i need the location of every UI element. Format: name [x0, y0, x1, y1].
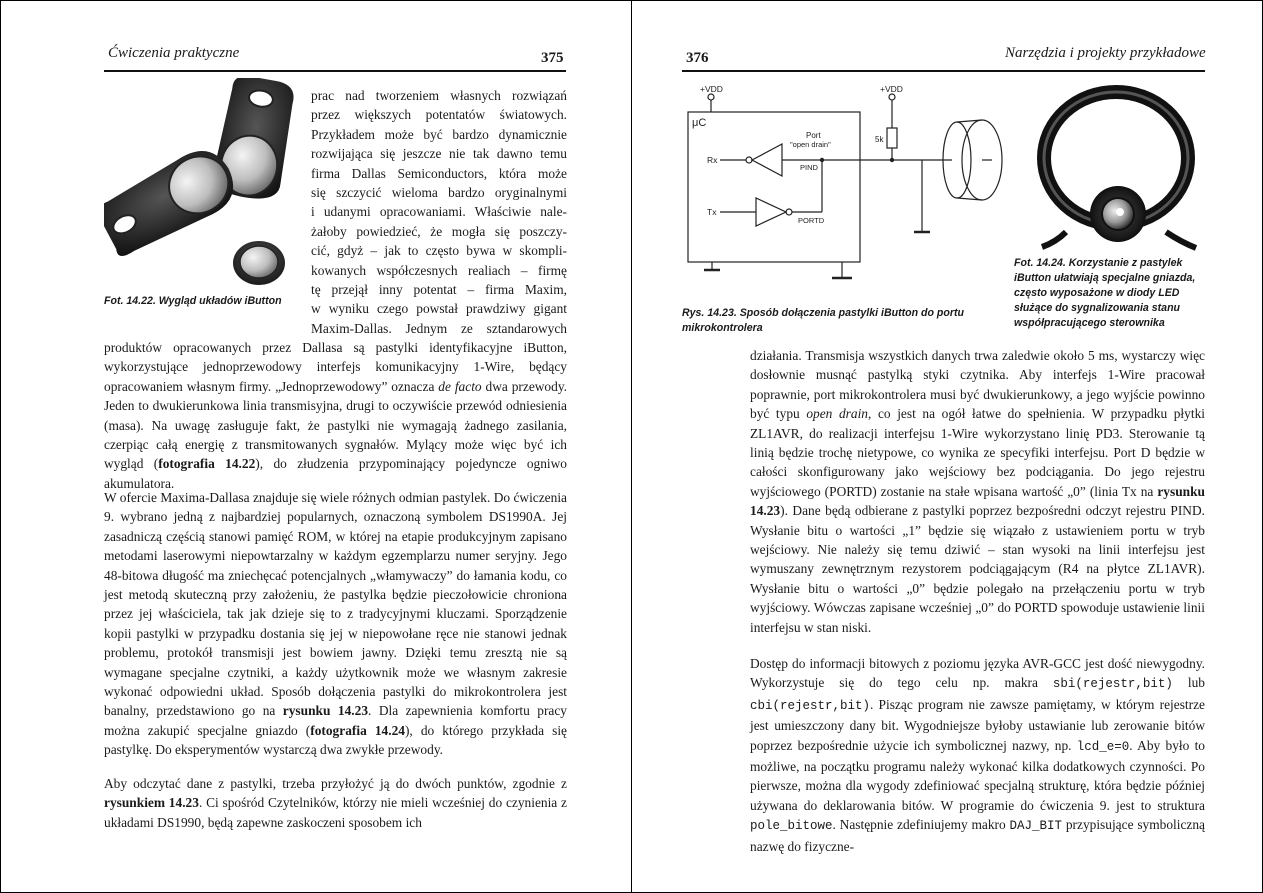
figure-reference: rysunku 14.23 [282, 703, 369, 719]
right-page-number: 376 [686, 50, 709, 66]
left-header-rule [104, 70, 566, 72]
text-run: lub [1172, 675, 1205, 691]
intro-line: kowanych współczesnych realiach – firmę [311, 262, 567, 278]
left-intro-lines [311, 86, 567, 338]
intro-line: Przykładem może być bardzo dynamicznie [311, 126, 567, 142]
intro-line: tę przejął inny potentat – firma Maxim, [311, 282, 567, 298]
intro-line: Maxim-Dallas. Jednym ze sztandarowych [311, 320, 567, 336]
open-drain-label: "open drain" [790, 140, 831, 149]
text-run: , co jest na ogół łatwe do spełnienia. W przypadku płytki ZL1AVR, do realizacji interfejsu 1-Wire wykorzystano linię PD3. Sterowanie tą linią będzie trochę nietypowe, co wynika ze specyfiki interfejsu. Port D będzie w całości skonfigurowany jako wejściowy bez podciągania. Do jego rejestru wyjściowego (PORTD) zostanie na stałe wpisana wartość „0” (linia Tx na [750, 406, 1205, 499]
code-snippet: sbi(rejestr,bit) [1052, 677, 1173, 692]
right-header-rule [682, 70, 1205, 72]
text-run: Dostęp do informacji bitowych z poziomu języka AVR-GCC jest dość niewygodny. Wykorzystuje się do tego celu np. makra [750, 656, 1205, 691]
intro-line: prac nad tworzeniem własnych rozwiązań [311, 88, 567, 103]
text-run: . Następnie zdefiniujemy makro [832, 817, 1010, 833]
code-snippet: lcd_e=0 [1076, 739, 1130, 754]
resistor-label: 5k [875, 135, 884, 144]
left-paragraph-3 [104, 774, 567, 832]
port-label: Port [806, 131, 821, 140]
text-run: ). Dane będą odbierane z pastylki poprzez bezpośredni odczyt rejestru PIND. Wysłanie bitu o wartości „1” będzie się wiązało z ustawieniem portu w tryb wejściowy. Nie należy się temu dziwić – stan wysoki na linii interfejsu jest wymuszany zewnętrznym rezystorem podciągającym (R4 na płytce ZL1AVR). Wysłanie bitu o wartości „0” będzie polegało na przełączeniu portu w tryb wyjściowy. Wówczas zapisane wcześniej „0” do PORTD spowoduje ustawienie linii interfejsu w stan niski. [750, 503, 1205, 635]
code-snippet: pole_bitowe [750, 819, 833, 834]
text-run: . Pisząc program nie zawsze pamiętamy, w którym rejestrze jest umieszczony dany bit. Wygodniejsze byłoby ustawianie lub zerowanie bitów poprzez bezpośrednie użycie ich symbolicznej nazwy, np. [750, 696, 1205, 753]
intro-line: w wyniku czego powstał prawdziwy gigant [311, 301, 567, 317]
intro-line: przez większych potentatów światowych. [311, 107, 567, 123]
schematic-caption: Rys. 14.23. Sposób dołączenia pastylki iButton do portu mikrokontrolera [682, 307, 964, 334]
ibutton-schematic [682, 82, 1012, 300]
left-page [0, 0, 631, 893]
text-run: . Dla zapewnienia komfortu pracy można zakupić specjalne gniazdo ( [104, 703, 568, 738]
left-page-number: 375 [541, 50, 564, 66]
rx-label: Rx [707, 155, 718, 165]
text-run: W ofercie Maxima-Dallasa znajduje się wiele różnych odmian pastylek. Do ćwiczenia 9. wybrano jedną z najbardziej popularnych, oznaczoną symbolem DS1990A. Jej zasadniczą częścią stanowi pamięć ROM, w której na etapie produkcyjnym zapisano metodami laserowymi niepowtarzalny w każdym egzemplarzu numer seryjny. Jego 48-bitowa długość ma zniechęcać potencjalnych „włamywaczy” do łamania kodu, co jest metodą skuteczną przy założeniu, że pastylka będzie pieczołowicie chroniona przez jej właściciela, tak jak dzieje się to z tradycyjnymi kluczami. Sporządzenie kopii pastylki w przypadku dostania się jej w niepowołane ręce nie stanowi jednak problemu, protokół transmisji jest bowiem jawny. Dzięki temu zresztą nie są wymagane specjalne czytniki, a każdy użytkownik może we własnym zakresie wykonać odpowiedni układ. Sposób dołączenia pastylki do mikrokontrolera jest banalny, przedstawiono go na [104, 490, 567, 719]
intro-line: firma Dallas Semiconductors, która może [311, 165, 567, 181]
right-page [632, 0, 1263, 893]
left-figure-caption: Fot. 14.22. Wygląd układów iButton [104, 295, 282, 307]
photo-caption: Fot. 14.24. Korzystanie z pastylek iButton ułatwiają specjalne gniazda, często wyposażone w diody LED służące do sygnalizowania stanu współpracującego sterownika [1014, 257, 1196, 329]
left-paragraph-2 [104, 488, 567, 760]
right-paragraph-1 [750, 346, 1205, 637]
text-run-italic: de facto [438, 378, 482, 394]
vdd-right-label: +VDD [880, 84, 903, 94]
right-header-title: Narzędzia i projekty przykładowe [1005, 45, 1206, 61]
text-run: przypisujące symboliczną nazwę do fizyczne- [750, 817, 1205, 854]
portd-label: PORTD [798, 216, 825, 225]
intro-line: się szczycić wieloma bardzo oryginalnymi [311, 185, 567, 201]
ibutton-photo [104, 78, 304, 292]
text-run: ), do złudzenia przypominający pojedyncze ogniwo akumulatora. [104, 456, 567, 491]
text-run: Aby odczytać dane z pastylki, trzeba przyłożyć ją do dwóch punktów, zgodnie z [104, 776, 567, 791]
intro-line: cić, gdyż – jak to często bywa w skompli- [311, 243, 567, 259]
code-snippet: DAJ_BIT [1009, 819, 1063, 834]
figure-reference: fotografia 14.22 [158, 456, 256, 472]
figure-reference: fotografia 14.24 [310, 722, 405, 738]
intro-line: rozwijająca się jeszcze nie tak dawno temu [311, 146, 567, 162]
text-run: działania. Transmisja wszystkich danych trwa zaledwie około 5 ms, wystarczy więc dosłownie musnąć pastylką styki czytnika. Aby interfejs 1-Wire pracował poprawnie, port mikrokontrolera musi być dwukierunkowy, a jego wyjście powinno być typu [750, 348, 1205, 422]
tx-label: Tx [707, 207, 717, 217]
left-paragraph-1 [104, 338, 567, 493]
text-run: . Aby było to możliwe, na początku programu należy wykonać kilka dodatkowych czynności. Po pierwsze, można dla wygody zdefiniować specjalną strukturę, która będzie później używana do deklarowania bitów. W programie do ćwiczenia 9. jest to struktura [750, 737, 1205, 813]
intro-line: żałoby powiedzieć, że mogła się poszczy- [311, 223, 567, 239]
text-run: produktów opracowanych przez Dallasa są pastylki identyfikacyjne iButton, wykorzystujące jednoprzewodowy interfejs komunikacyjny 1-Wire, będący opracowaniem własnym firmy. „Jednoprzewodowy” oznacza [104, 340, 567, 394]
text-run: dwa przewody. Jeden to dwukierunkowa linia transmisyjna, drugi to oczywiście przewód odniesienia (masa). Na uwagę zasługuje fakt, że pastylki nie wymagają żadnego zasilania, czerpiąc całą energię z transmitowanych sygnałów. Mylący może więc być ich wygląd ( [104, 378, 567, 472]
ibutton-socket-photo [1036, 82, 1206, 254]
pind-label: PIND [800, 163, 818, 172]
left-header-title: Ćwiczenia praktyczne [108, 45, 240, 61]
text-run: . Ci spośród Czytelników, którzy nie mieli wcześniej do czynienia z układami DS1990, będą zapewne zaskoczeni sposobem ich [104, 795, 567, 830]
figure-reference: rysunkiem 14.23 [104, 795, 199, 811]
vdd-left-label: +VDD [700, 84, 723, 94]
text-run: ), do którego przykłada się pastylkę. Do eksperymentów wystarczą dwa zwykłe przewody. [104, 722, 567, 758]
intro-line: i udanymi opracowaniami. Właściwie nale- [311, 204, 567, 220]
text-run-italic: open drain [806, 406, 868, 422]
uc-label: μC [692, 117, 707, 129]
right-paragraph-2 [750, 654, 1205, 856]
figure-reference: rysunku 14.23 [750, 483, 1205, 519]
code-snippet: cbi(rejestr,bit) [750, 698, 871, 713]
